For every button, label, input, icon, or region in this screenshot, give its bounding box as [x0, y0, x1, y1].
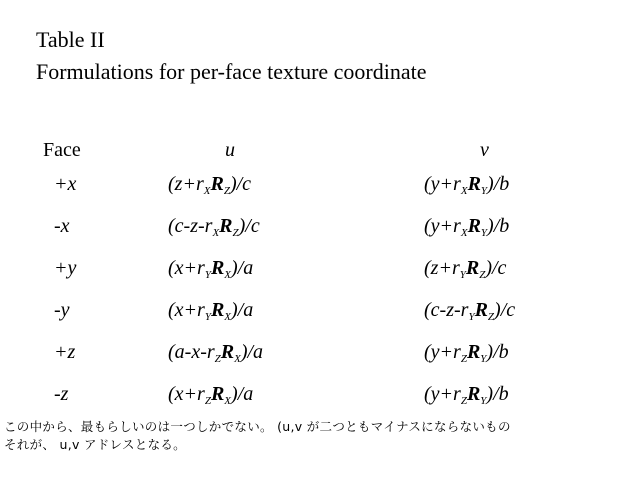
table-row-u-formula: $(x+r_YR_X)/a$ [168, 257, 254, 281]
title-line-1: Table II [36, 27, 105, 52]
table-row-v-formula: $(y+r_XR_Y)/b$ [424, 173, 510, 197]
table-row-u-formula: $(x+r_ZR_X)/a$ [168, 383, 254, 407]
footnote-line-2: それが、 u,v アドレスとなる。 [4, 437, 186, 452]
header-u: u [225, 139, 235, 161]
table-row-face: -y [54, 299, 70, 321]
table-row-u-formula: $(a-x-r_ZR_X)/a$ [168, 341, 264, 365]
table-row-v-formula: $(c-z-r_YR_Z)/c$ [424, 299, 516, 323]
table-row-v-formula: $(y+r_XR_Y)/b$ [424, 215, 510, 239]
title-line-2: Formulations for per-face texture coordinate [36, 59, 427, 84]
footnote-line-1: この中から、最もらしいのは一つしかでない。 (u,v が二つともマイナスにならないもの [4, 419, 511, 434]
table-row-face: +y [54, 257, 77, 279]
table-row-v-formula: $(y+r_ZR_Y)/b$ [424, 383, 509, 407]
table-row-v-formula: $(z+r_YR_Z)/c$ [424, 257, 507, 281]
table-row-u-formula: $(z+r_XR_Z)/c$ [168, 173, 252, 197]
footnote [4, 418, 511, 454]
table-row-face: +z [54, 341, 76, 363]
table-row-face: +x [54, 173, 77, 195]
table-row-face: -z [54, 383, 69, 405]
slide-title [36, 24, 427, 88]
table-row-v-formula: $(y+r_ZR_Y)/b$ [424, 341, 509, 365]
header-v: v [480, 139, 489, 161]
table-row-u-formula: $(x+r_YR_X)/a$ [168, 299, 254, 323]
table-row-face: -x [54, 215, 70, 237]
header-face: Face [43, 139, 81, 161]
table-row-u-formula: $(c-z-r_XR_Z)/c$ [168, 215, 260, 239]
